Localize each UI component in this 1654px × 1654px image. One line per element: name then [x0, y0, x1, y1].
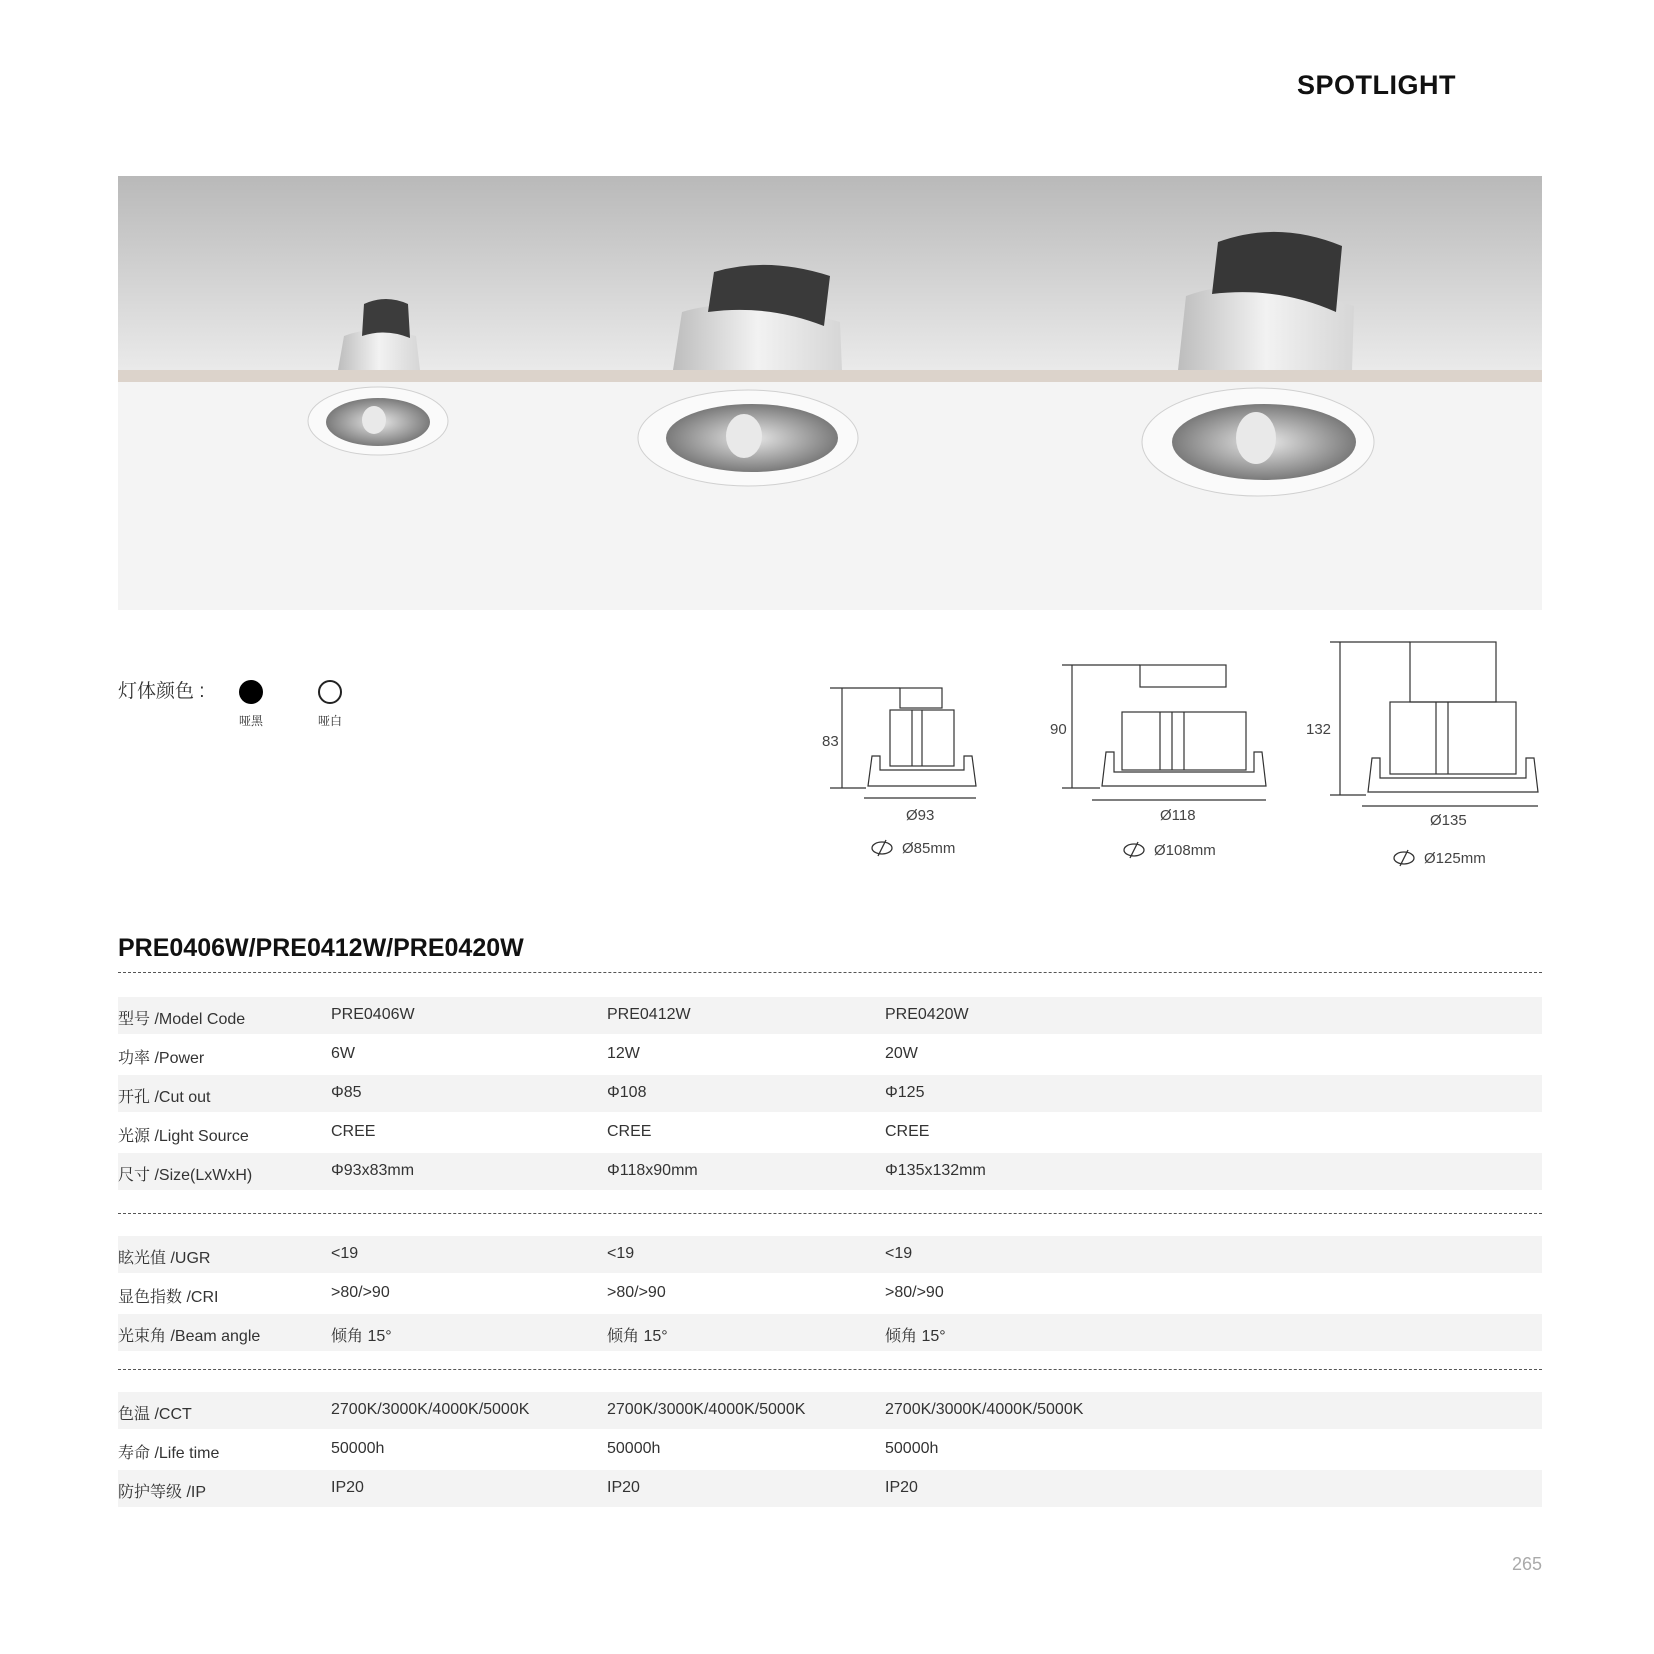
spec-row-size [118, 1153, 1542, 1190]
spec-value: 2700K/3000K/4000K/5000K [607, 1401, 806, 1418]
spec-label: 开孔 /Cut out [118, 1089, 211, 1106]
spec-value: >80/>90 [885, 1284, 944, 1301]
spec-label: 光束角 /Beam angle [118, 1328, 261, 1345]
spec-value: 倾角 15° [331, 1328, 392, 1345]
spec-value: IP20 [607, 1479, 640, 1496]
spec-value: >80/>90 [607, 1284, 666, 1301]
spec-value: 2700K/3000K/4000K/5000K [885, 1401, 1084, 1418]
spec-row-life-time [118, 1431, 1542, 1468]
spec-value: 50000h [885, 1440, 939, 1457]
spec-row-beam-angle [118, 1314, 1542, 1351]
spec-value: <19 [885, 1245, 913, 1262]
spec-row-ip [118, 1470, 1542, 1507]
spec-value: 12W [607, 1045, 640, 1062]
dim-cutout-small: Ø85mm [902, 840, 956, 857]
dimension-drawing-large [1330, 642, 1538, 806]
cutout-icon [1394, 850, 1414, 866]
spec-value: 20W [885, 1045, 918, 1062]
body-color-label: 灯体颜色 : [118, 681, 205, 702]
spec-value: PRE0412W [607, 1006, 691, 1023]
spec-label: 尺寸 /Size(LxWxH) [118, 1167, 253, 1184]
dim-height-medium: 90 [1050, 721, 1067, 738]
spec-label: 光源 /Light Source [118, 1128, 249, 1145]
spec-row-cct [118, 1392, 1542, 1429]
color-swatch-white[interactable] [318, 680, 342, 704]
divider [118, 972, 1542, 973]
cutout-icon [1124, 842, 1144, 858]
spec-value: PRE0420W [885, 1006, 969, 1023]
dim-cutout-large: Ø125mm [1424, 850, 1486, 867]
spec-value: IP20 [331, 1479, 364, 1496]
dimension-drawing-medium [1062, 665, 1266, 800]
spec-value: 50000h [607, 1440, 661, 1457]
spec-row-light-source [118, 1114, 1542, 1151]
dim-cutout-medium: Ø108mm [1154, 842, 1216, 859]
spec-label: 防护等级 /IP [118, 1484, 207, 1501]
cutout-icon [872, 840, 892, 856]
spec-value: CREE [331, 1123, 376, 1140]
spec-label: 色温 /CCT [118, 1406, 192, 1423]
color-swatch-black-label: 哑黑 [238, 714, 263, 728]
spec-value: Φ125 [885, 1084, 925, 1101]
model-title: PRE0406W/PRE0412W/PRE0420W [118, 934, 524, 962]
divider [118, 1369, 1542, 1370]
spec-row-cri [118, 1275, 1542, 1312]
spec-value: IP20 [885, 1479, 918, 1496]
spec-value: 倾角 15° [885, 1328, 946, 1345]
spec-row-ugr [118, 1236, 1542, 1273]
spec-value: <19 [331, 1245, 359, 1262]
dimension-drawings [800, 630, 1560, 870]
spec-value: Φ118x90mm [607, 1162, 698, 1179]
spec-value: Φ85 [331, 1084, 362, 1101]
dimension-drawing-small [830, 688, 976, 798]
spec-value: 50000h [331, 1440, 385, 1457]
dim-diameter-large: Ø135 [1430, 812, 1467, 829]
spec-label: 眩光值 /UGR [118, 1250, 211, 1267]
spec-row-model-code [118, 997, 1542, 1034]
spec-value: Φ108 [607, 1084, 647, 1101]
spec-value: <19 [607, 1245, 635, 1262]
page-title: SPOTLIGHT [1297, 70, 1456, 100]
spec-label: 寿命 /Life time [118, 1445, 220, 1462]
spec-value: CREE [607, 1123, 652, 1140]
spec-row-cut-out [118, 1075, 1542, 1112]
dim-diameter-small: Ø93 [906, 807, 935, 824]
spec-value: PRE0406W [331, 1006, 415, 1023]
spec-value: 2700K/3000K/4000K/5000K [331, 1401, 530, 1418]
spec-value: Φ93x83mm [331, 1162, 415, 1179]
spec-label: 功率 /Power [118, 1050, 205, 1067]
spec-row-power [118, 1036, 1542, 1073]
divider [118, 1213, 1542, 1214]
spec-value: >80/>90 [331, 1284, 390, 1301]
dim-height-large: 132 [1306, 721, 1332, 738]
spec-value: 倾角 15° [607, 1328, 668, 1345]
spec-value: CREE [885, 1123, 930, 1140]
spec-value: Φ135x132mm [885, 1162, 986, 1179]
page-number: 265 [1511, 1554, 1542, 1574]
product-hero-image [118, 176, 1542, 610]
color-swatch-white-label: 哑白 [317, 714, 342, 728]
dim-diameter-medium: Ø118 [1160, 807, 1196, 824]
spec-label: 型号 /Model Code [118, 1011, 246, 1028]
color-swatch-black[interactable] [239, 680, 263, 704]
spec-value: 6W [331, 1045, 355, 1062]
dim-height-small: 83 [822, 733, 839, 750]
spec-label: 显色指数 /CRI [118, 1289, 219, 1306]
